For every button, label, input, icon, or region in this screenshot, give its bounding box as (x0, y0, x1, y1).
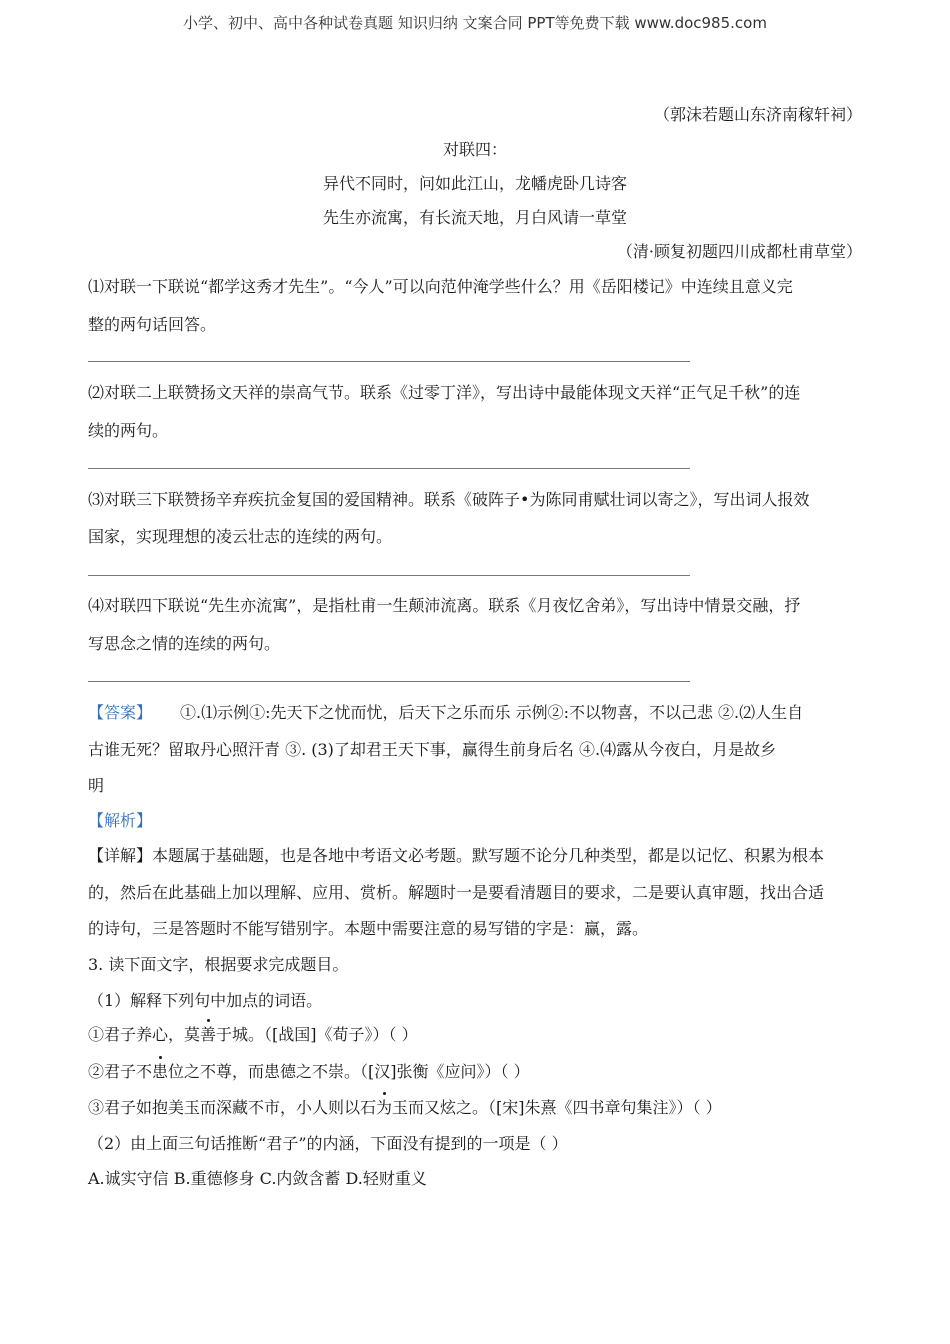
emphasis-dot-char: 善 (200, 1022, 216, 1045)
answer-blank-2[interactable] (88, 468, 690, 469)
question-3-sub-1: （1）解释下列句中加点的词语。 (88, 991, 323, 1010)
question-3-sub-2: （2）由上面三句话推断“君子”的内涵，下面没有提到的一项是（ ） (88, 1134, 568, 1153)
detail-tag: 【详解】 (88, 846, 153, 865)
page-header: 小学、初中、高中各种试卷真题 知识归纳 文案合同 PPT等免费下载 www.doc985.com (183, 14, 767, 32)
analysis-line-3: 的诗句，三是答题时不能写错别字。本题中需要注意的易写错的字是：赢，露。 (88, 919, 649, 938)
question-1-line-2: 整的两句话回答。 (88, 315, 217, 334)
couplet-4-source: （清·顾复初题四川成都杜甫草堂） (616, 242, 862, 261)
answer-tag: 【答案】 (88, 703, 153, 722)
emphasis-dot-char: 患 (152, 1059, 168, 1082)
question-3-item-3 (88, 1095, 722, 1118)
question-3-item-1 (88, 1022, 418, 1045)
answer-line-1 (88, 700, 803, 723)
emphasis-dot-char: 为 (376, 1095, 392, 1118)
question-3-options: A.诚实守信 B.重德修身 C.内敛含蓄 D.轻财重义 (88, 1169, 427, 1188)
couplet-3-source: （郭沫若题山东济南稼轩祠） (653, 105, 862, 124)
answer-blank-4[interactable] (88, 681, 690, 682)
question-3-line-1: ⑶对联三下联赞扬辛弃疾抗金复国的爱国精神。联系《破阵子•为陈同甫赋壮词以寄之》，写出词人报效 (88, 490, 810, 509)
item-2-pre: ②君子不 (88, 1062, 153, 1081)
answer-line-3: 明 (88, 776, 105, 795)
question-1-line-1: ⑴对联一下联说“都学这秀才先生”。“今人”可以向范仲淹学些什么？用《岳阳楼记》中连续且意义完 (88, 277, 793, 296)
item-3-post: 玉而又炫之。（[宋]朱熹《四书章句集注》）（ ） (392, 1098, 722, 1117)
analysis-tag: 【解析】 (88, 811, 153, 830)
answer-text-1: ①.⑴示例①:先天下之忧而忧，后天下之乐而乐 示例②:不以物喜，不以己悲 ②.⑵人生自 (180, 703, 804, 722)
question-2-line-1: ⑵对联二上联赞扬文天祥的崇高气节。联系《过零丁洋》，写出诗中最能体现文天祥“正气足千秋”的连 (88, 383, 801, 402)
question-4-line-1: ⑷对联四下联说“先生亦流寓”，是指杜甫一生颠沛流离。联系《月夜忆舍弟》，写出诗中情景交融，抒 (88, 596, 801, 615)
question-3-line-2: 国家，实现理想的凌云壮志的连续的两句。 (88, 527, 393, 546)
question-2-line-2: 续的两句。 (88, 421, 169, 440)
answer-blank-1[interactable] (88, 361, 690, 362)
analysis-text-1: 本题属于基础题，也是各地中考语文必考题。默写题不论分几种类型，都是以记忆、积累为根本 (152, 846, 825, 865)
question-3-item-2 (88, 1059, 530, 1082)
answer-blank-3[interactable] (88, 575, 690, 576)
item-1-pre: ①君子养心，莫 (88, 1025, 201, 1044)
analysis-line-2: 的，然后在此基础上加以理解、应用、赏析。解题时一是要看清题目的要求，二是要认真审题，找出合适 (88, 883, 825, 902)
couplet-4-line-2: 先生亦流寓，有长流天地，月白风请一草堂 (322, 208, 627, 227)
analysis-line-1 (88, 843, 824, 866)
item-2-post: 位之不尊，而患德之不崇。（[汉]张衡《应问》）（ ） (168, 1062, 530, 1081)
question-4-line-2: 写思念之情的连续的两句。 (88, 634, 281, 653)
question-3-title: 3. 读下面文字，根据要求完成题目。 (88, 955, 349, 974)
item-1-post: 于城。（[战国]《荀子》）（ ） (216, 1025, 418, 1044)
item-3-pre: ③君子如抱美玉而深藏不市，小人则以石 (88, 1098, 377, 1117)
answer-line-2: 古谁无死？留取丹心照汗青 ③. (3)了却君王天下事，赢得生前身后名 ④.⑷露从今夜白，月是故乡 (88, 740, 777, 759)
couplet-4-line-1: 异代不同时，问如此江山，龙幡虎卧几诗客 (322, 174, 627, 193)
couplet-4-title: 对联四： (442, 140, 507, 159)
